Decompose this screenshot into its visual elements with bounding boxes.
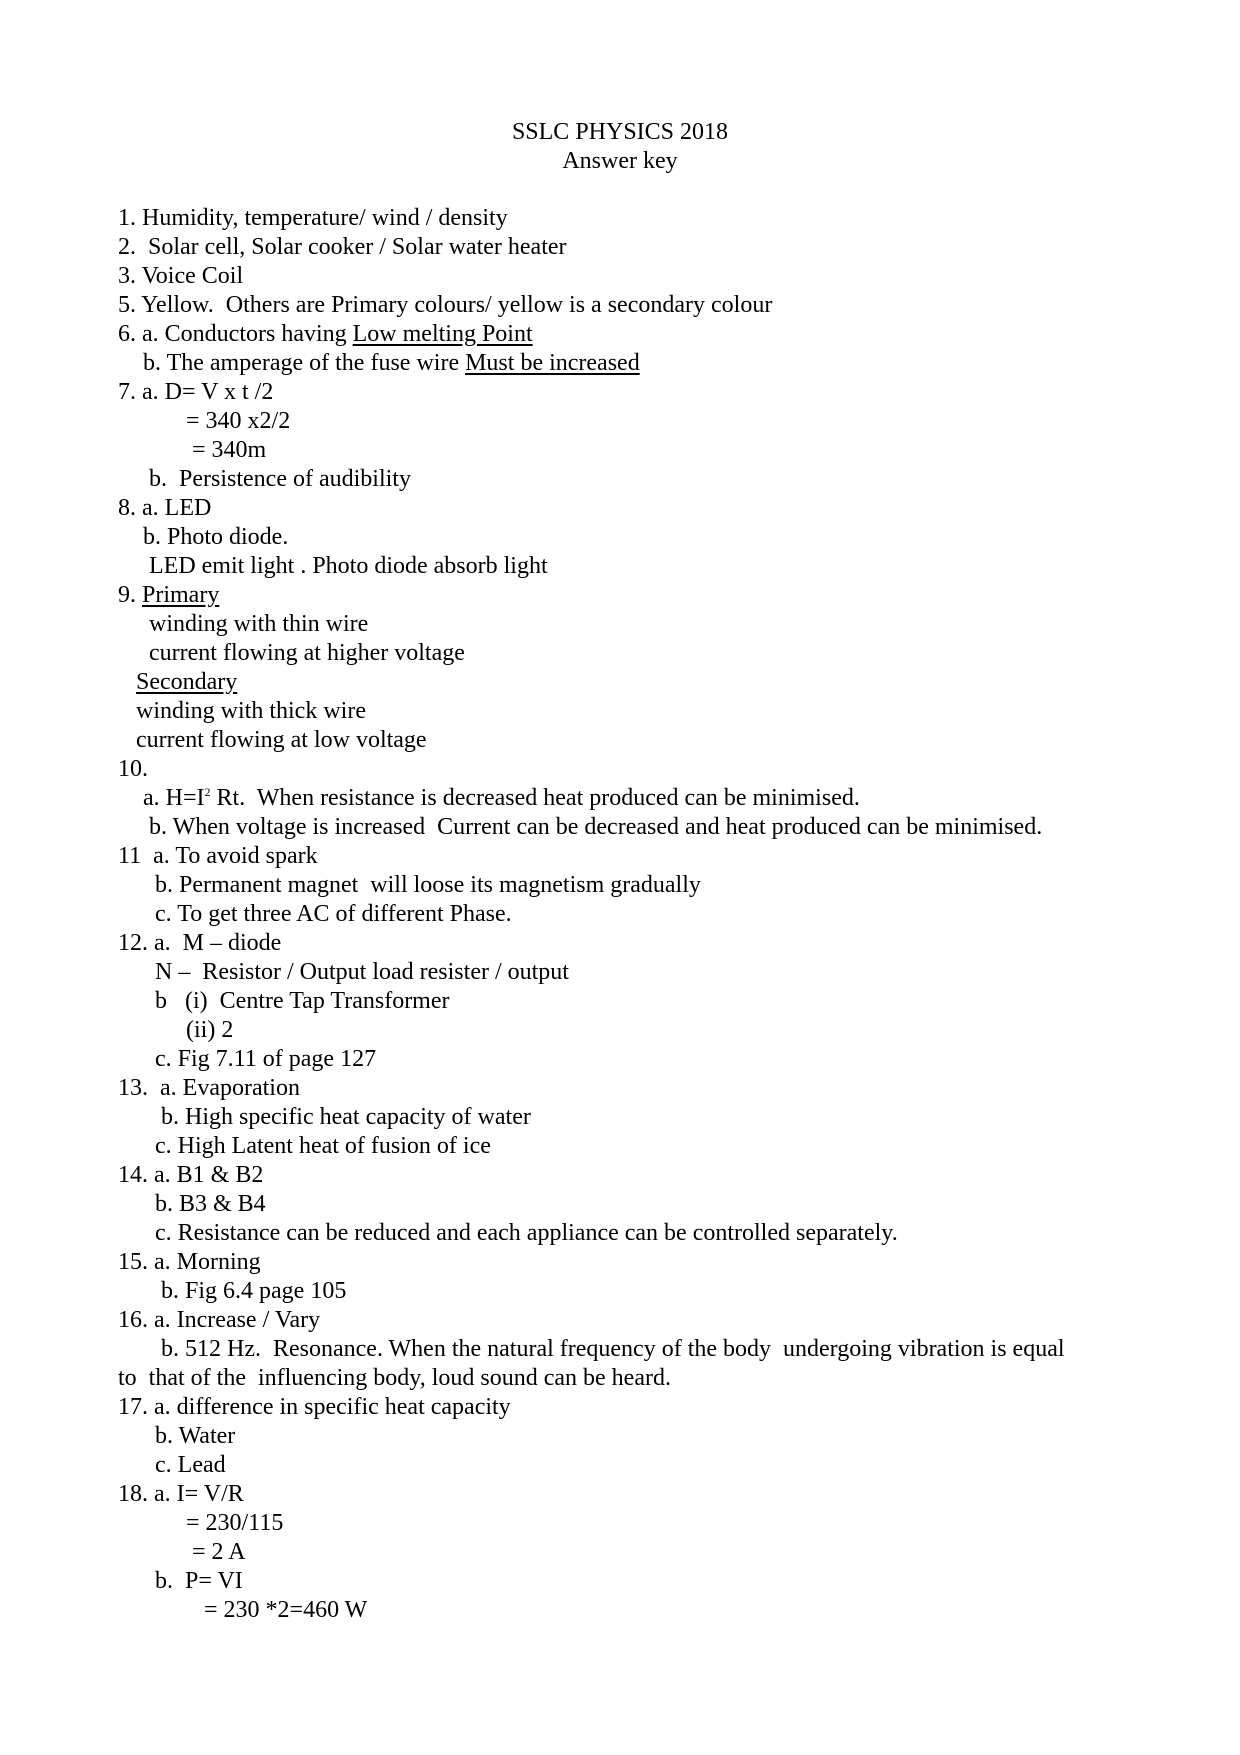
underlined-answer: Secondary <box>136 669 238 695</box>
answer-line: LED emit light . Photo diode absorb light <box>149 553 548 579</box>
answer-line: 8. a. LED <box>118 495 212 521</box>
answer-line: b. 512 Hz. Resonance. When the natural frequency of the body undergoing vibration is equal <box>161 1336 1065 1362</box>
answer-line: b. High specific heat capacity of water <box>161 1104 531 1130</box>
answer-text: b. The amperage of the fuse wire <box>143 350 466 376</box>
answer-text: a. H=I <box>143 785 205 811</box>
underlined-answer: Must be increased <box>465 350 640 376</box>
answer-line: b. B3 & B4 <box>155 1191 266 1217</box>
document-subtitle: Answer key <box>562 148 678 174</box>
answer-line: 15. a. Morning <box>118 1249 261 1275</box>
answer-line: b. Permanent magnet will loose its magnetism gradually <box>155 872 701 898</box>
answer-text: Rt. When resistance is decreased heat produced can be minimised. <box>210 785 860 811</box>
answer-line: 13. a. Evaporation <box>118 1075 300 1101</box>
answer-line: 16. a. Increase / Vary <box>118 1307 321 1333</box>
answer-number: 9. <box>118 582 142 608</box>
answer-line: c. Fig 7.11 of page 127 <box>155 1046 377 1072</box>
answer-line: 2. Solar cell, Solar cooker / Solar water heater <box>118 234 567 260</box>
answer-line: 14. a. B1 & B2 <box>118 1162 264 1188</box>
answer-line: current flowing at low voltage <box>136 727 427 753</box>
answer-line: b. When voltage is increased Current can be decreased and heat produced can be minimised. <box>149 814 1043 840</box>
answer-line: 12. a. M – diode <box>118 930 282 956</box>
answer-line: c. To get three AC of different Phase. <box>155 901 512 927</box>
answer-line: = 2 A <box>192 1539 246 1565</box>
underlined-answer: Low melting Point <box>352 321 533 347</box>
answer-line: current flowing at higher voltage <box>149 640 465 666</box>
answer-line: c. Lead <box>155 1452 226 1478</box>
answer-line: 3. Voice Coil <box>118 263 244 289</box>
answer-line: to that of the influencing body, loud sound can be heard. <box>118 1365 671 1391</box>
answer-line <box>143 784 860 813</box>
answer-line: winding with thin wire <box>149 611 369 637</box>
answer-line: N – Resistor / Output load resister / output <box>155 959 569 985</box>
answer-line: 18. a. I= V/R <box>118 1481 244 1507</box>
answer-line: b. Persistence of audibility <box>149 466 411 492</box>
answer-line: winding with thick wire <box>136 698 366 724</box>
answer-line: 7. a. D= V x t /2 <box>118 379 274 405</box>
answer-line: 10. <box>118 756 148 782</box>
answer-line: = 230/115 <box>186 1510 284 1536</box>
underlined-answer: Primary <box>142 582 220 608</box>
answer-line: b. Photo diode. <box>143 524 289 550</box>
answer-line: b. P= VI <box>155 1568 243 1594</box>
answer-line: (ii) 2 <box>186 1017 234 1043</box>
answer-line <box>118 320 533 349</box>
answer-line <box>118 581 219 610</box>
document-title: SSLC PHYSICS 2018 <box>511 119 729 145</box>
answer-line: c. High Latent heat of fusion of ice <box>155 1133 491 1159</box>
answer-line: = 340 x2/2 <box>186 408 291 434</box>
answer-line <box>136 668 237 697</box>
answer-line: c. Resistance can be reduced and each appliance can be controlled separately. <box>155 1220 898 1246</box>
answer-text: 6. a. Conductors having <box>118 321 353 347</box>
answer-line: 5. Yellow. Others are Primary colours/ yellow is a secondary colour <box>118 292 773 318</box>
answer-line: 17. a. difference in specific heat capacity <box>118 1394 511 1420</box>
answer-line: b. Fig 6.4 page 105 <box>161 1278 347 1304</box>
answer-line: b. Water <box>155 1423 236 1449</box>
answer-line: = 340m <box>192 437 267 463</box>
answer-line: 1. Humidity, temperature/ wind / density <box>118 205 508 231</box>
answer-line <box>143 349 640 378</box>
superscript: 2 <box>204 785 211 799</box>
answer-line: b (i) Centre Tap Transformer <box>155 988 450 1014</box>
answer-line: 11 a. To avoid spark <box>118 843 318 869</box>
answer-line: = 230 *2=460 W <box>204 1597 368 1623</box>
